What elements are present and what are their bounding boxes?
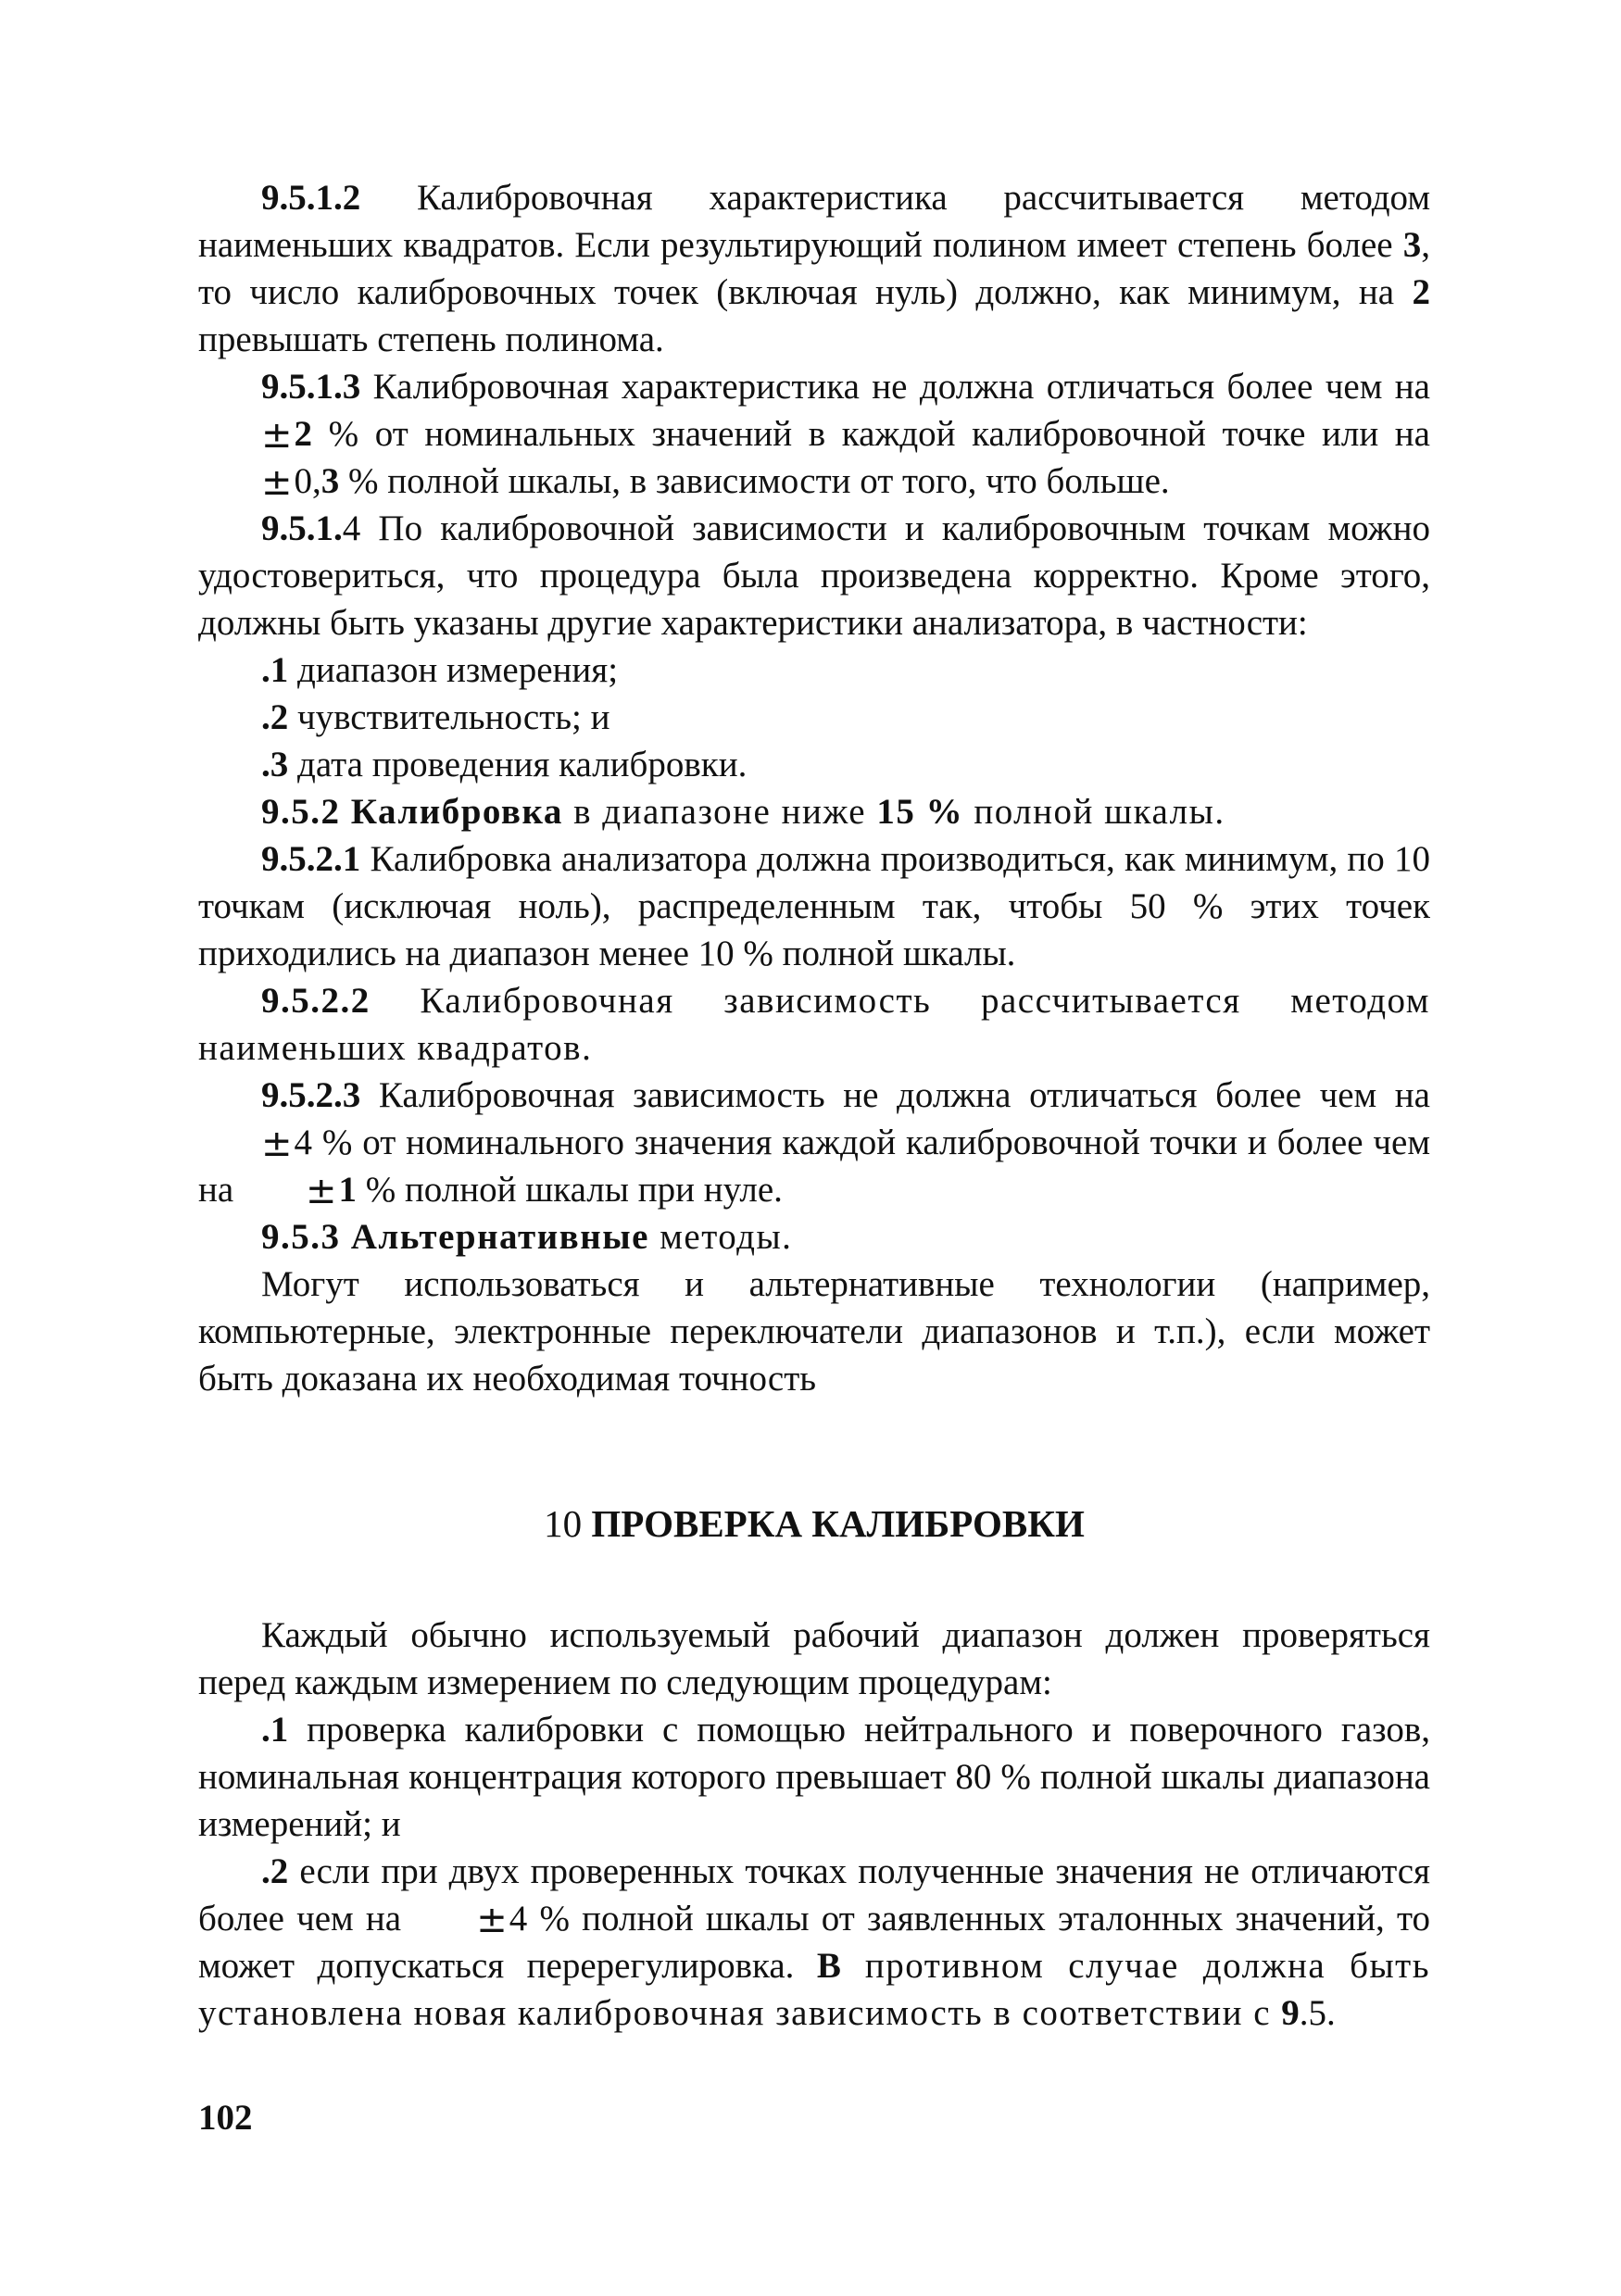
clause-number: 9.5.2.3 <box>261 1075 361 1115</box>
paragraph-text-bold: 3 <box>1402 225 1422 265</box>
paragraph-text: % полной шкалы, в зависимости от того, что больше. <box>339 461 1170 501</box>
paragraph-text: Каждый обычно используемый рабочий диапазон должен проверяться перед каждым измерением по следующим процедурам: <box>198 1615 1430 1702</box>
list-item-number: .1 <box>261 1710 289 1750</box>
list-item-text: дата проведения калибровки. <box>288 745 748 784</box>
paragraph-9-5-2-1 <box>198 835 1430 977</box>
list-item-text-bold: В <box>816 1946 841 1986</box>
clause-number: 9.5.3 <box>261 1217 341 1257</box>
list-item <box>198 646 1430 694</box>
list-item <box>198 741 1430 788</box>
paragraph-calibration-check-intro <box>198 1612 1430 1706</box>
paragraph-text: 0, <box>294 461 321 501</box>
paragraph-9-5-2-3 <box>198 1072 1430 1213</box>
subsection-heading-9-5-2 <box>198 788 1430 835</box>
list-item-number: .2 <box>261 697 289 737</box>
clause-number: 9.5.2 <box>261 792 341 832</box>
heading-text: в диапазоне ниже <box>562 792 877 832</box>
paragraph-9-5-1-3 <box>198 363 1430 505</box>
paragraph-text-bold: 3 <box>320 461 340 501</box>
list-item-number: .3 <box>261 745 289 784</box>
document-body <box>198 174 1430 2037</box>
list-item-text-bold: 9 <box>1281 1993 1300 2033</box>
paragraph-text: Калибровочная зависимость не должна отличаться более чем на <box>360 1075 1430 1115</box>
paragraph-text: Калибровочная характеристика рассчитывается методом наименьших квадратов. Если результирующий полином имеет степень более <box>198 178 1430 265</box>
heading-text-bold: Калибровка <box>340 792 563 832</box>
paragraph-text: , то число калибровочных точек (включая нуль) должно, как минимум, на <box>198 225 1430 312</box>
clause-number-suffix: 4 <box>342 508 361 548</box>
paragraph-text: % полной шкалы при нуле. <box>356 1170 783 1210</box>
paragraph-text: 4 % от номинального значения каждой калибровочной точки и более чем на <box>198 1123 1430 1210</box>
list-item-text: противном случае должна быть установлена новая калибровочная зависимость в соответствии с <box>198 1946 1430 2033</box>
list-item-text: .5. <box>1299 1993 1336 2033</box>
plus-minus-sign: ± <box>261 461 293 504</box>
section-title: ПРОВЕРКА КАЛИБРОВКИ <box>582 1502 1085 1545</box>
clause-number: 9.5.2.1 <box>261 839 361 879</box>
clause-number: 9.5.1.3 <box>261 367 361 407</box>
list-item <box>198 1848 1430 2037</box>
paragraph-9-5-1-2 <box>198 174 1430 363</box>
paragraph-text: По калибровочной зависимости и калибровочным точкам можно удостовериться, что процедура была произведена корректно. Кроме этого, должны быть указаны другие характеристики анализатора, в частности: <box>198 508 1430 643</box>
list-item <box>198 694 1430 741</box>
heading-text: полной шкалы. <box>963 792 1225 832</box>
paragraph-text: Могут использоваться и альтернативные технологии (например, компьютерные, электронные переключатели диапазонов и т.п.), если может быть доказана их необходимая точность <box>198 1264 1430 1399</box>
page-number: 102 <box>198 2098 253 2138</box>
paragraph-text-bold: 1 <box>338 1170 357 1210</box>
paragraph-text: Калибровочная характеристика не должна отличаться более чем на <box>360 367 1430 407</box>
clause-number: 9.5.1. <box>261 508 343 548</box>
clause-number: 9.5.2.2 <box>261 981 371 1021</box>
list-item-number: .2 <box>261 1851 289 1891</box>
list-item <box>198 1706 1430 1848</box>
paragraph-text: Калибровочная зависимость рассчитывается методом наименьших квадратов. <box>198 981 1430 1068</box>
paragraph-text: % от номинальных значений в каждой калибровочной точке или на <box>312 414 1430 454</box>
subsection-heading-9-5-3 <box>198 1213 1430 1261</box>
paragraph-9-5-2-2 <box>198 977 1430 1072</box>
section-number: 10 <box>544 1502 583 1545</box>
heading-text-bold: 15 % <box>876 792 964 832</box>
heading-text-bold: Альтернативные <box>340 1217 649 1257</box>
plus-minus-sign: ± <box>476 1899 508 1941</box>
list-item-text: если при двух проверенных точках полученные значения не отличаются более чем на <box>198 1851 1430 1938</box>
list-item-text: диапазон измерения; <box>288 650 619 690</box>
paragraph-9-5-1-4 <box>198 505 1430 646</box>
plus-minus-sign: ± <box>261 1123 293 1165</box>
paragraph-text: Калибровка анализатора должна производиться, как минимум, по 10 точкам (исключая ноль), распределенным так, чтобы 50 % этих точек приходились на диапазон менее 10 % полной шкалы. <box>198 839 1430 973</box>
list-item-text: проверка калибровки с помощью нейтрального и поверочного газов, номинальная концентрация которого превышает 80 % полной шкалы диапазона измерений; и <box>198 1710 1430 1844</box>
clause-number: 9.5.1.2 <box>261 178 361 218</box>
paragraph-text-bold: 2 <box>1412 272 1430 312</box>
plus-minus-sign: ± <box>305 1170 337 1212</box>
paragraph-alternative-methods <box>198 1261 1430 1402</box>
paragraph-text: превышать степень полинома. <box>198 320 664 359</box>
heading-text: методы. <box>648 1217 793 1257</box>
section-heading-10 <box>198 1499 1430 1549</box>
list-item-text: 4 % полной шкалы от заявленных эталонных значений, то может допускаться перерегулировка. <box>198 1899 1430 1986</box>
plus-minus-sign: ± <box>261 414 293 457</box>
list-item-number: .1 <box>261 650 289 690</box>
paragraph-text-bold: 2 <box>294 414 313 454</box>
list-item-text: чувствительность; и <box>288 697 610 737</box>
